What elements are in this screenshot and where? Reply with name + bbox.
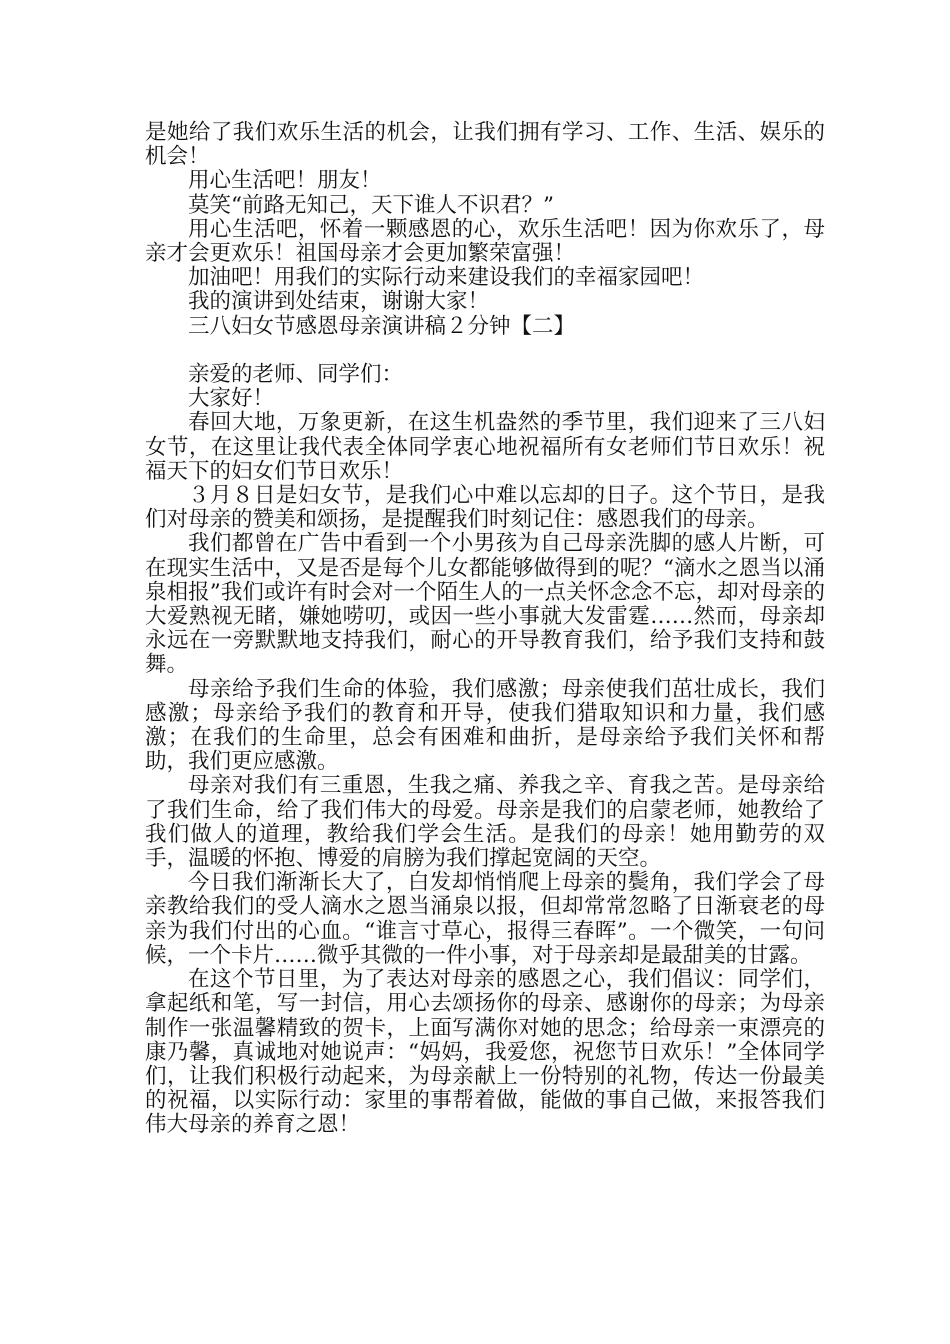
- paragraph: 在这个节日里，为了表达对母亲的感恩之心，我们倡议：同学们，拿起纸和笔，写一封信，用心去颂扬你的母亲、感谢你的母亲；为母亲制作一张温馨精致的贺卡，上面写满你对她的思念；给母亲一束漂亮的康乃馨，真诚地对她说声：“妈妈，我爱您，祝您节日欢乐！”全体同学们，让我们积极行动起来，为母亲献上一份特别的礼物，传达一份最美的祝福，以实际行动：家里的事帮着做，能做的事自己做，来报答我们伟大母亲的养育之恩！: [145, 967, 825, 1138]
- paragraph: 用心生活吧！朋友！: [188, 168, 382, 194]
- paragraph: 加油吧！用我们的实际行动来建设我们的幸福家园吧！: [188, 265, 705, 291]
- paragraph-continued: 是她给了我们欢乐生活的机会，让我们拥有学习、工作、生活、娱乐的机会！: [145, 120, 825, 170]
- salutation: 亲爱的老师、同学们：: [188, 362, 404, 388]
- paragraph: 春回大地，万象更新，在这生机盎然的季节里，我们迎来了三八妇女节，在这里让我代表全体同学衷心地祝福所有女老师们节日欢乐！祝福天下的妇女们节日欢乐！: [145, 410, 825, 484]
- document-page: [145, 121, 825, 1138]
- paragraph: 我的演讲到处结束，谢谢大家！: [188, 289, 490, 315]
- paragraph: 母亲对我们有三重恩，生我之痛、养我之辛、育我之苦。是母亲给了我们生命，给了我们伟大的母爱。母亲是我们的启蒙老师，她教给了我们做人的道理，教给我们学会生活。是我们的母亲！她用勤劳的双手，温暖的怀抱、博爱的肩膀为我们撑起宽阔的天空。: [145, 773, 825, 872]
- paragraph: 我们都曾在广告中看到一个小男孩为自己母亲洗脚的感人片断，可在现实生活中，又是否是每个儿女都能够做得到的呢？“滴水之恩当以涌泉相报”我们或许有时会对一个陌生人的一点关怀念念不忘，却对母亲的大爱熟视无睹，嫌她唠叨，或因一些小事就大发雷霆……然而，母亲却永远在一旁默默地支持我们，耐心的开导教育我们，给予我们支持和鼓舞。: [145, 531, 825, 678]
- greeting: 大家好！: [188, 386, 275, 412]
- paragraph: 用心生活吧，怀着一颗感恩的心，欢乐生活吧！因为你欢乐了，母亲才会更欢乐！祖国母亲才会更加繁荣富强！: [145, 216, 825, 267]
- paragraph: 今日我们渐渐长大了，白发却悄悄爬上母亲的鬓角，我们学会了母亲教给我们的受人滴水之恩当涌泉以报，但却常常忽略了日渐衰老的母亲为我们付出的心血。“谁言寸草心，报得三春晖”。一个微笑，一句问候，一个卡片……微乎其微的一件小事，对于母亲却是最甜美的甘露。: [145, 870, 825, 968]
- paragraph: ３月８日是妇女节，是我们心中难以忘却的日子。这个节日，是我们对母亲的赞美和颂扬，是提醒我们时刻记住：感恩我们的母亲。: [145, 483, 825, 533]
- blank-line: [145, 339, 825, 363]
- paragraph: 莫笑“前路无知己，天下谁人不识君？”: [188, 192, 554, 218]
- section-title: 三八妇女节感恩母亲演讲稿２分钟【二】: [188, 313, 576, 339]
- paragraph: 母亲给予我们生命的体验，我们感激；母亲使我们茁壮成长，我们感激；母亲给予我们的教育和开导，使我们猎取知识和力量，我们感激；在我们的生命里，总会有困难和曲折，是母亲给予我们关怀和帮助，我们更应感激。: [145, 676, 825, 775]
